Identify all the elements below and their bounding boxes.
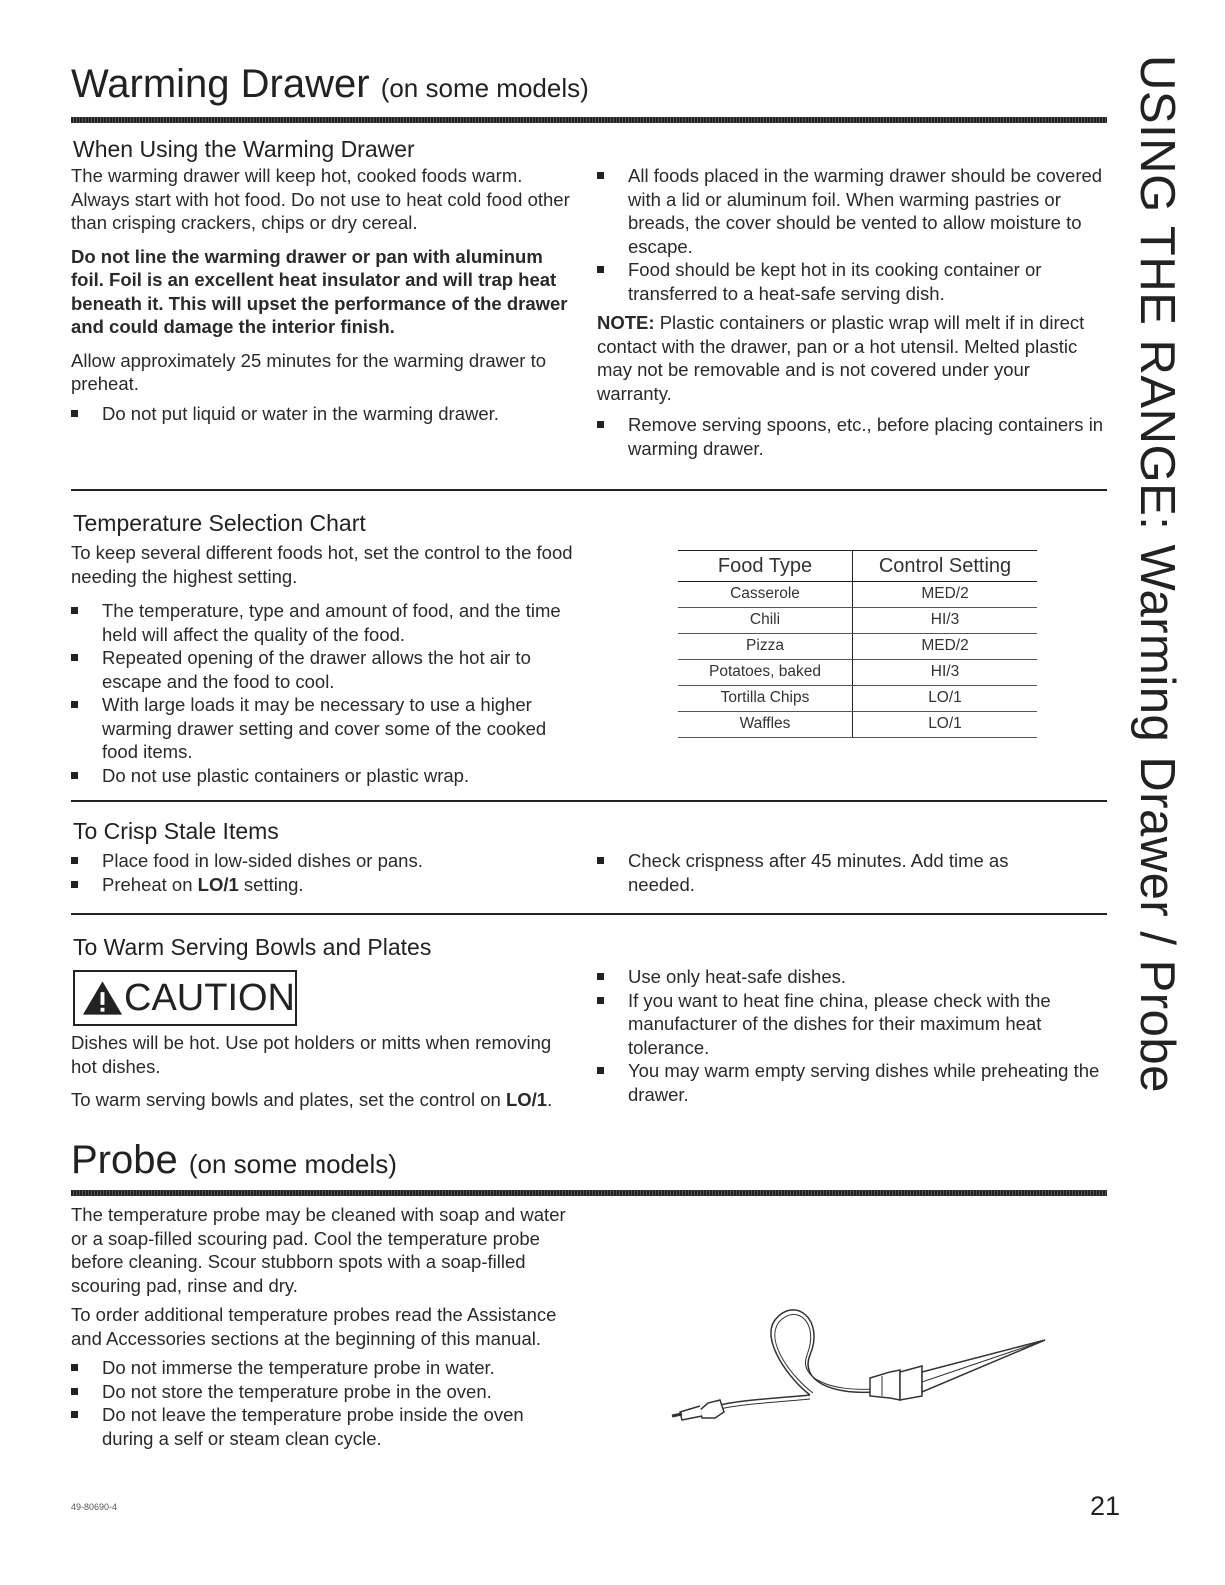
- list-item: Repeated opening of the drawer allows the hot air to escape and the food to cool.: [71, 646, 581, 693]
- setting-cell: HI/3: [853, 608, 1038, 634]
- bowls-note-pre: To warm serving bowls and plates, set the control on: [71, 1089, 506, 1110]
- food-cell: Potatoes, baked: [678, 660, 853, 686]
- table-header-row: [678, 551, 1037, 582]
- probe-cleaning-text: The temperature probe may be cleaned with soap and water or a soap-filled scouring pad. Cool the temperature probe before cleaning. Scour stubborn spots with a soap-filled scouring pad, rinse and dry.: [71, 1204, 566, 1296]
- temperature-selection-table-wrapper: [678, 550, 1037, 738]
- food-cell: Casserole: [678, 582, 853, 608]
- probe-left-column: [71, 1203, 576, 1450]
- note-text: Plastic containers or plastic wrap will melt if in direct contact with the drawer, pan or a hot utensil. Melted plastic may not be removable and is not covered under your warranty.: [597, 312, 1085, 404]
- crisp-left-bullets: [71, 849, 571, 896]
- bowls-note-setting: LO/1: [505, 1089, 548, 1110]
- page-number: 21: [1090, 1491, 1121, 1521]
- list-item: Place food in low-sided dishes or pans.: [71, 849, 571, 873]
- caution-label: CAUTION: [124, 976, 295, 1019]
- foil-warning: Do not line the warming drawer or pan with aluminum foil. Foil is an excellent heat insulator and will trap heat beneath it. This will upset the performance of the drawer and could damage the interior finish.: [71, 245, 568, 337]
- crisp-heading: To Crisp Stale Items: [73, 818, 279, 844]
- section-divider: [71, 913, 1107, 915]
- crisp-right-column: [597, 849, 1067, 896]
- section-divider: [71, 489, 1107, 491]
- side-tab-caps: USING THE RANGE:: [1130, 55, 1184, 531]
- warming-title-text: Warming Drawer: [71, 62, 370, 106]
- crisp-right-bullets: [597, 849, 1067, 896]
- table-row: [678, 608, 1037, 634]
- warming-drawer-title: [71, 62, 589, 107]
- setting-cell: LO/1: [853, 712, 1038, 738]
- when-using-left-column: [71, 164, 571, 425]
- probe-bullets: [71, 1356, 576, 1450]
- table-row: [678, 686, 1037, 712]
- setting-cell: HI/3: [853, 660, 1038, 686]
- list-item: Do not leave the temperature probe inside the oven during a self or steam clean cycle.: [71, 1403, 576, 1450]
- crisp-preheat-post: setting.: [238, 873, 304, 895]
- bowls-right-bullets: [597, 965, 1112, 1106]
- probe-order-text: To order additional temperature probes read the Assistance and Accessories sections at the beginning of this manual.: [71, 1304, 557, 1349]
- title-rule: [71, 1190, 1107, 1196]
- list-item: The temperature, type and amount of food, and the time held will affect the quality of the food.: [71, 599, 581, 646]
- food-cell: Tortilla Chips: [678, 686, 853, 712]
- bowls-right-column: [597, 965, 1112, 1106]
- when-using-intro: The warming drawer will keep hot, cooked foods warm. Always start with hot food. Do not use to heat cold food other than crisping crackers, chips or dry cereal.: [71, 165, 570, 233]
- temp-chart-intro: To keep several different foods hot, set the control to the food needing the highest setting.: [71, 542, 573, 587]
- title-rule: [71, 117, 1107, 123]
- when-right-bullets-last: [597, 413, 1107, 460]
- temp-chart-left-column: [71, 541, 581, 787]
- list-item: Do not immerse the temperature probe in water.: [71, 1356, 576, 1380]
- section-divider: [71, 800, 1107, 802]
- list-item: All foods placed in the warming drawer should be covered with a lid or aluminum foil. When warming pastries or breads, the cover should be vented to allow moisture to escape.: [597, 164, 1107, 258]
- bowls-note-post: .: [547, 1089, 553, 1110]
- warning-triangle-icon: [81, 978, 124, 1018]
- list-item: Use only heat-safe dishes.: [597, 965, 1112, 989]
- column-header-food-type: Food Type: [678, 551, 853, 582]
- document-number: 49-80690-4: [71, 1502, 118, 1512]
- temp-chart-heading: Temperature Selection Chart: [73, 510, 366, 536]
- list-item: Do not put liquid or water in the warming drawer.: [71, 402, 571, 426]
- food-cell: Waffles: [678, 712, 853, 738]
- warming-title-sub: (on some models): [380, 73, 589, 103]
- list-item: [71, 873, 571, 897]
- list-item: With large loads it may be necessary to use a higher warming drawer setting and cover some of the cooked food items.: [71, 693, 581, 764]
- side-tab-rest: Warming Drawer / Probe: [1130, 544, 1184, 1093]
- bowls-heading: To Warm Serving Bowls and Plates: [73, 934, 432, 960]
- bowls-setting-note: [71, 1088, 571, 1112]
- setting-cell: LO/1: [853, 686, 1038, 712]
- list-item: Food should be kept hot in its cooking container or transferred to a heat-safe serving dish.: [597, 258, 1107, 305]
- list-item: Do not use plastic containers or plastic wrap.: [71, 764, 581, 788]
- list-item: You may warm empty serving dishes while preheating the drawer.: [597, 1059, 1112, 1106]
- probe-title: [71, 1138, 397, 1183]
- list-item: Remove serving spoons, etc., before placing containers in warming drawer.: [597, 413, 1107, 460]
- caution-box: [73, 970, 297, 1026]
- table-row: [678, 634, 1037, 660]
- plastic-note: [597, 311, 1107, 405]
- crisp-left-column: [71, 849, 571, 896]
- list-item: Check crispness after 45 minutes. Add time as needed.: [597, 849, 1067, 896]
- temp-chart-bullets: [71, 599, 581, 787]
- list-item: If you want to heat fine china, please check with the manufacturer of the dishes for their maximum heat tolerance.: [597, 989, 1112, 1060]
- table-row: [678, 660, 1037, 686]
- food-cell: Pizza: [678, 634, 853, 660]
- food-cell: Chili: [678, 608, 853, 634]
- list-item: Do not store the temperature probe in the oven.: [71, 1380, 576, 1404]
- table-row: [678, 712, 1037, 738]
- when-left-bullets: [71, 402, 571, 426]
- column-header-control-setting: Control Setting: [853, 551, 1038, 582]
- when-using-right-column: [597, 164, 1107, 460]
- probe-title-text: Probe: [71, 1138, 178, 1182]
- preheat-note: Allow approximately 25 minutes for the warming drawer to preheat.: [71, 349, 547, 394]
- side-section-tab: [1129, 55, 1185, 1093]
- crisp-preheat-setting: LO/1: [197, 873, 239, 895]
- when-right-bullets: [597, 164, 1107, 305]
- setting-cell: MED/2: [853, 582, 1038, 608]
- temperature-probe-illustration: [660, 1300, 1060, 1440]
- note-label: NOTE:: [597, 312, 655, 333]
- setting-cell: MED/2: [853, 634, 1038, 660]
- temperature-selection-table: [678, 550, 1037, 738]
- table-row: [678, 582, 1037, 608]
- when-using-heading: When Using the Warming Drawer: [73, 136, 415, 162]
- bowls-left-column: [71, 1031, 571, 1112]
- caution-text: Dishes will be hot. Use pot holders or mitts when removing hot dishes.: [71, 1032, 552, 1077]
- probe-title-sub: (on some models): [188, 1149, 397, 1179]
- crisp-preheat-pre: Preheat on: [102, 873, 198, 895]
